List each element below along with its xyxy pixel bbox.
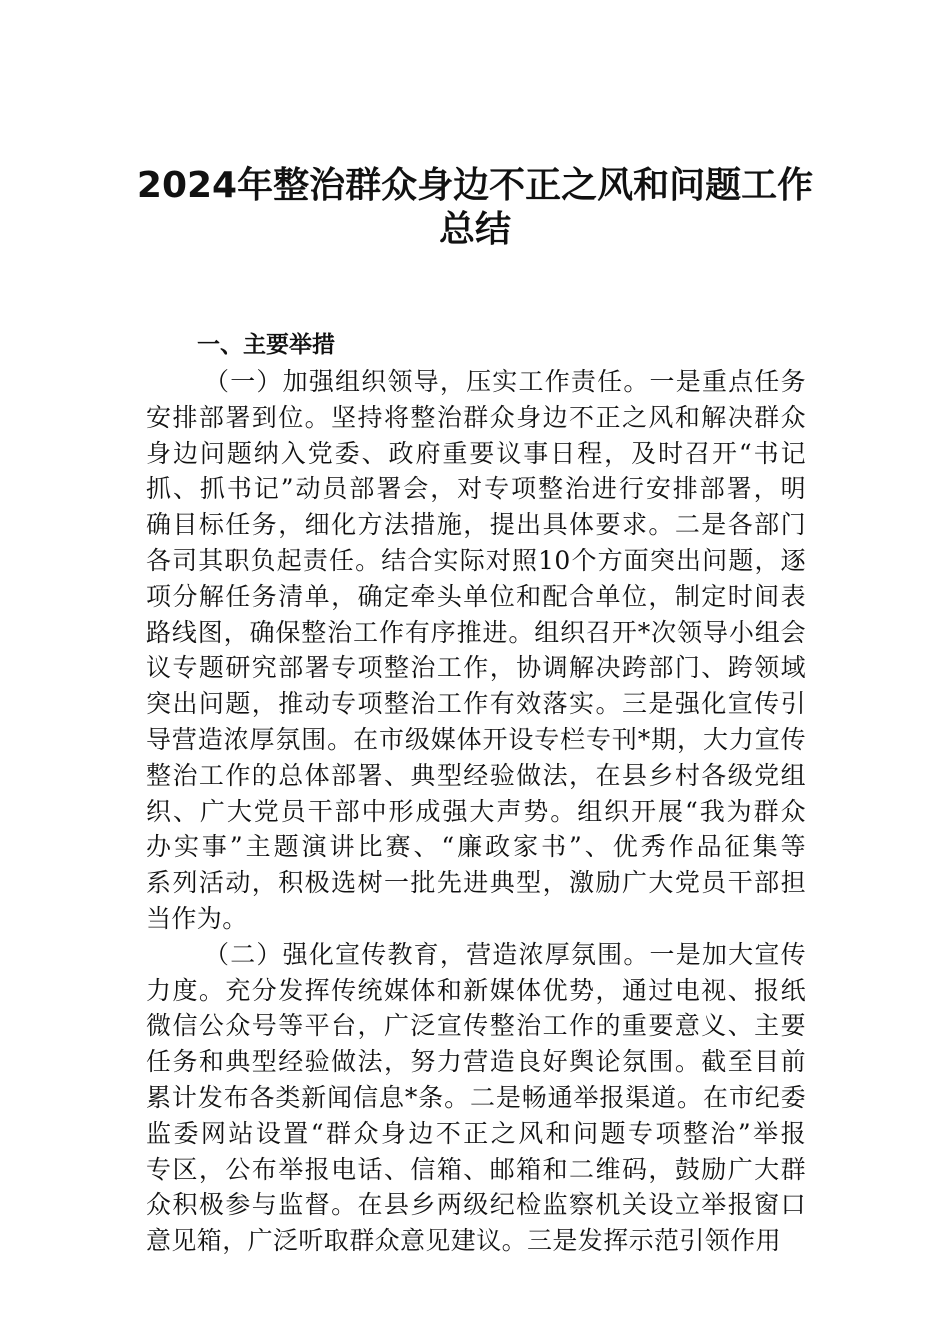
paragraph-line: 意见箱，广泛听取群众意见建议。三是发挥示范引领作用	[146, 1226, 782, 1256]
paragraph-line: 力度。充分发挥传统媒体和新媒体优势，通过电视、报纸	[146, 975, 806, 1005]
paragraph-line: 突出问题，推动专项整治工作有效落实。三是强化宣传引	[146, 689, 806, 719]
paragraph-line: （二）强化宣传教育，营造浓厚氛围。一是加大宣传	[204, 939, 806, 969]
paragraph-line: 专区，公布举报电话、信箱、邮箱和二维码，鼓励广大群	[146, 1154, 806, 1184]
paragraph-line: 监委网站设置“群众身边不正之风和问题专项整治”举报	[146, 1118, 806, 1148]
paragraph-line: 抓、抓书记”动员部署会，对专项整治进行安排部署，明	[146, 474, 806, 504]
paragraph-line: 织、广大党员干部中形成强大声势。组织开展“我为群众	[146, 796, 806, 826]
body-paragraph	[146, 937, 806, 1259]
document-title-line-1: 2024年整治群众身边不正之风和问题工作	[136, 165, 814, 206]
paragraph-line: 任务和典型经验做法，努力营造良好舆论氛围。截至目前	[146, 1047, 806, 1077]
paragraph-line: 当作为。	[146, 903, 248, 933]
paragraph-line: 路线图，确保整治工作有序推进。组织召开*次领导小组会	[146, 617, 806, 647]
paragraph-line: 确目标任务，细化方法措施，提出具体要求。二是各部门	[146, 510, 806, 540]
document-body	[146, 364, 806, 1259]
paragraph-line: 累计发布各类新闻信息*条。二是畅通举报渠道。在市纪委	[146, 1082, 806, 1112]
paragraph-line: 各司其职负起责任。结合实际对照10个方面突出问题，逐	[146, 545, 806, 575]
paragraph-line: 办实事”主题演讲比赛、“廉政家书”、优秀作品征集等	[146, 832, 806, 862]
paragraph-line: 微信公众号等平台，广泛宣传整治工作的重要意义、主要	[146, 1011, 806, 1041]
document-title-line-2: 总结	[438, 209, 511, 250]
paragraph-line: 项分解任务清单，确定牵头单位和配合单位，制定时间表	[146, 581, 806, 611]
paragraph-line: 议专题研究部署专项整治工作，协调解决跨部门、跨领域	[146, 653, 806, 683]
paragraph-line: 系列活动，积极选树一批先进典型，激励广大党员干部担	[146, 868, 806, 898]
paragraph-line: （一）加强组织领导，压实工作责任。一是重点任务	[204, 367, 806, 396]
paragraph-line: 导营造浓厚氛围。在市级媒体开设专栏专刊*期，大力宣传	[146, 724, 806, 754]
section-heading: 一、主要举措	[197, 332, 335, 358]
paragraph-line: 整治工作的总体部署、典型经验做法，在县乡村各级党组	[146, 760, 806, 790]
paragraph-line: 安排部署到位。坚持将整治群众身边不正之风和解决群众	[146, 402, 806, 432]
paragraph-line: 众积极参与监督。在县乡两级纪检监察机关设立举报窗口	[146, 1190, 806, 1220]
paragraph-line: 身边问题纳入党委、政府重要议事日程，及时召开“书记	[146, 438, 806, 468]
body-paragraph	[146, 364, 806, 937]
